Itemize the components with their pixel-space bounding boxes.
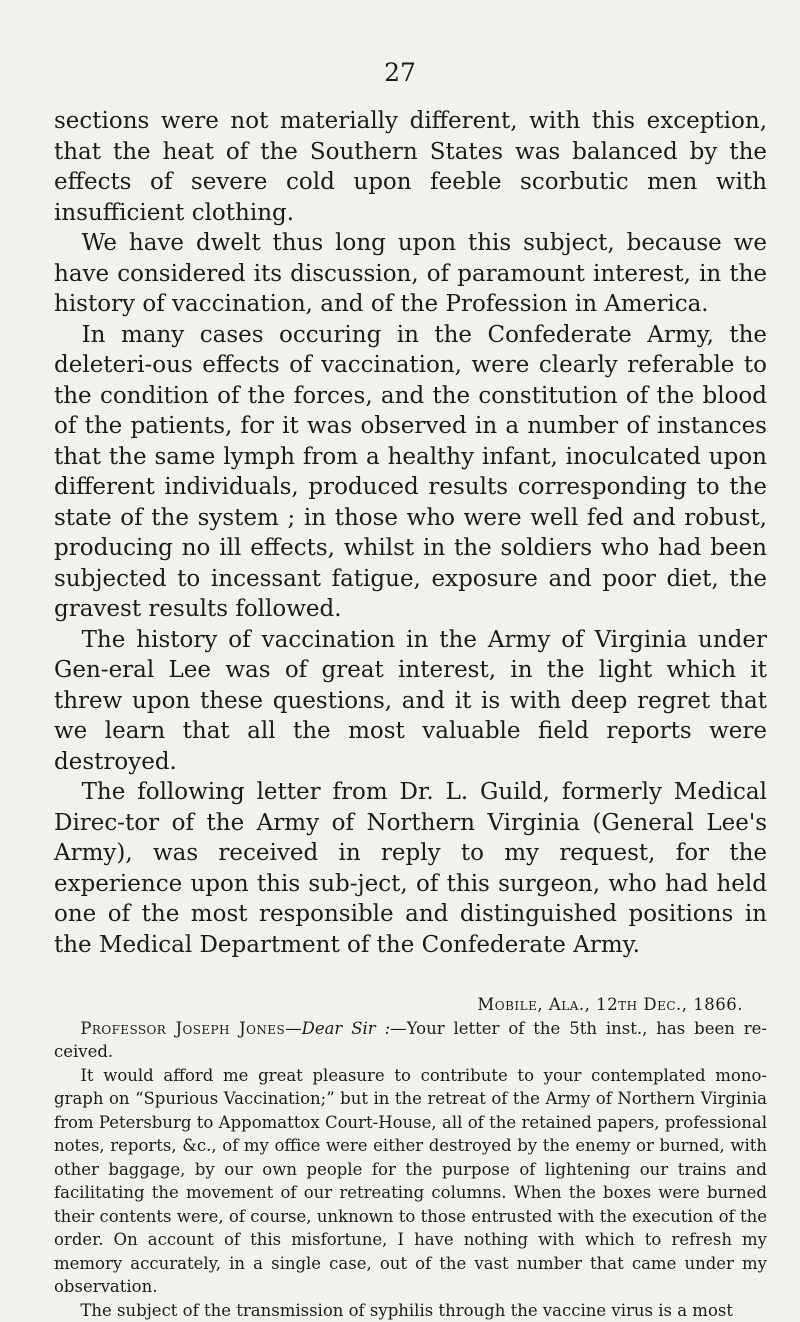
paragraph-1: sections were not materially different, with this exception, that the heat of the Southern States was balanced by the effects of severe cold upon feeble scorbutic men with insufficient clothing. — [54, 106, 767, 228]
page-number: 27 — [0, 58, 800, 87]
main-text — [54, 106, 767, 960]
letter-recipient: Professor Joseph Jones — [80, 1019, 285, 1038]
paragraph-3: In many cases occuring in the Confederate Army, the deleteri-ous effects of vaccination, were clearly referable to the condition of the forces, and the constitution of the blood of the patients, for it was observed in a number of instances that the same lymph from a healthy infant, inoculcated upon different individuals, produced results corresponding to the state of the system ; in those who were well fed and robust, producing no ill effects, whilst in the soldiers who had been subjected to incessant fatigue, exposure and poor diet, the gravest results followed. — [54, 320, 767, 625]
salutation-rest: —Your letter of the 5th inst., has been re-ceived. — [54, 1019, 767, 1062]
paragraph-4: The history of vaccination in the Army of Virginia under Gen-eral Lee was of great interest, in the light which it threw upon these questions, and it is with deep regret that we learn that all the most valuable field reports were destroyed. — [54, 625, 767, 778]
paragraph-2: We have dwelt thus long upon this subject, because we have considered its discussion, of paramount interest, in the history of vaccination, and of the Profession in America. — [54, 228, 767, 320]
salutation-phrase: Dear Sir : — [302, 1019, 391, 1038]
letter-salutation — [54, 1017, 767, 1064]
salutation-separator: — — [285, 1019, 302, 1038]
paragraph-5: The following letter from Dr. L. Guild, formerly Medical Direc-tor of the Army of Northern Virginia (General Lee's Army), was received in reply to my request, for the experience upon this sub-ject, of this surgeon, who had held one of the most responsible and distinguished positions in the Medical Department of the Confederate Army. — [54, 777, 767, 960]
letter-paragraph-1: It would afford me great pleasure to contribute to your contemplated mono-graph on “Spurious Vaccination;” but in the retreat of the Army of Northern Virginia from Petersburg to Appomattox Court-House, all of the retained papers, professional notes, reports, &c., of my office were either destroyed by the enemy or burned, with other baggage, by our own people for the purpose of lightening our trains and facilitating the movement of our retreating columns. When the boxes were burned their contents were, of course, unknown to those entrusted with the execution of the order. On account of this misfortune, I have nothing with which to refresh my memory accurately, in a single case, out of the vast number that came under my observation. — [54, 1064, 767, 1299]
letter-paragraph-2: The subject of the transmission of syphilis through the vaccine virus is a most — [54, 1299, 767, 1322]
letter-dateline: Mobile, Ala., 12th Dec., 1866. — [54, 993, 767, 1017]
quoted-letter — [54, 993, 767, 1322]
